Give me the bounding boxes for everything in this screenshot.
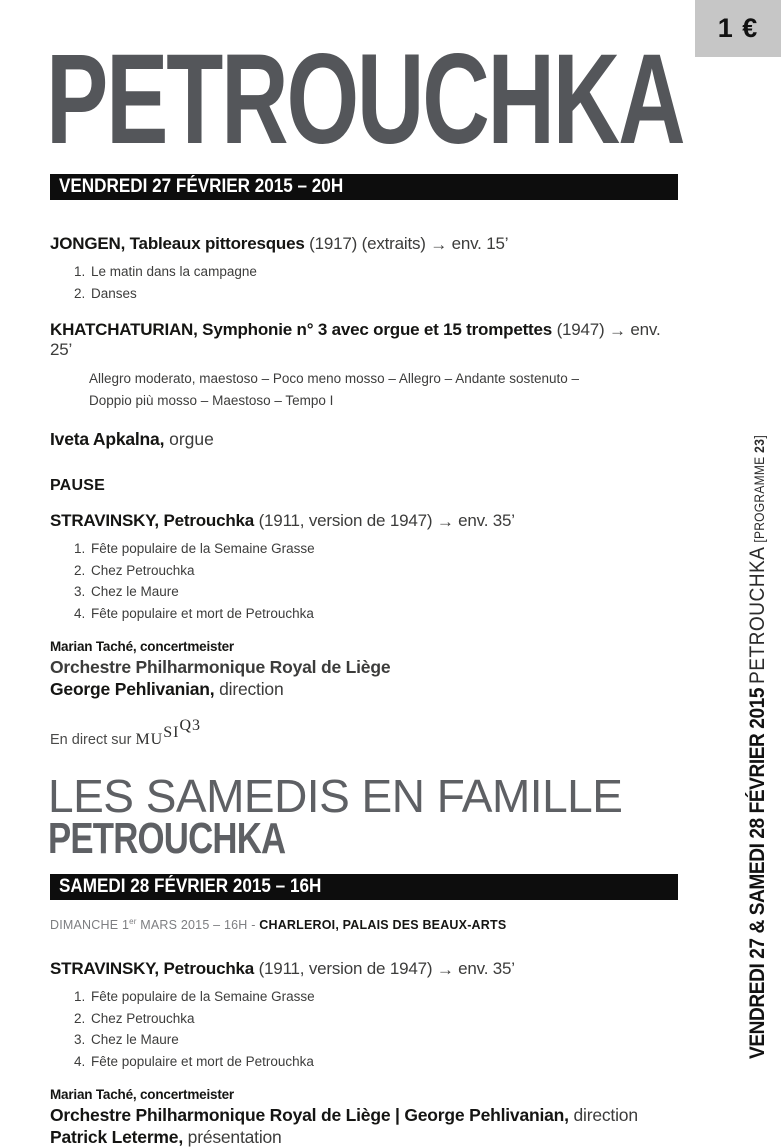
movement-item [74,986,678,1008]
work-stravinsky2-heading [50,959,678,979]
movement-title: Le matin dans la campagne [91,264,257,279]
sidebar-programme-number [752,435,767,543]
programme-close-bracket: ] [752,435,767,439]
arrow-right-icon: → [609,320,626,340]
arrow-right-icon: → [430,234,448,254]
musiq3-logo-si: SI [163,724,180,741]
concert2-date-label: SAMEDI 28 FÉVRIER 2015 – 16H [59,876,322,897]
broadcast-line [50,717,678,749]
programme-open-bracket: [PROGRAMME [752,456,767,543]
soloist-line [50,429,678,450]
price-badge [695,0,781,57]
extra-date-line [50,917,678,932]
movement-number: 1. [74,989,86,1005]
movement-number: 1. [74,541,86,556]
movement-number: 1. [74,264,86,279]
movement-item [74,1029,678,1051]
concertmeister-line: Marian Taché, concertmeister [50,639,234,654]
work-meta: (1911, version de 1947) [258,959,433,979]
concertmeister-line: Marian Taché, concertmeister [50,1087,234,1103]
movement-item [74,1008,678,1030]
work-khatchaturian-heading [50,320,678,360]
movement-title: Chez Petrouchka [91,1010,195,1026]
arrow-right-icon: → [436,959,454,979]
movement-item [74,560,678,582]
work-meta: (1947) [556,320,605,339]
work-title: KHATCHATURIAN, Symphonie n° 3 avec orgue et 15 trompettes [50,320,553,339]
work-duration: env. 25’ [50,320,661,359]
soloist-role: orgue [169,429,214,449]
movement-item [74,538,678,560]
programme-number: 23 [752,438,767,453]
presenter-role: présentation [187,1127,282,1148]
stravinsky-movements [74,538,678,624]
musiq3-logo [135,717,201,748]
movement-title: Fête populaire de la Semaine Grasse [91,541,315,556]
movement-title: Fête populaire et mort de Petrouchka [91,605,314,621]
stravinsky2-movements [74,986,678,1072]
work-title: STRAVINSKY, Petrouchka [50,511,255,530]
sidebar-title: PETROUCHKA [745,546,769,684]
jongen-movements [74,261,678,304]
work-meta: (1917) (extraits) [309,234,426,253]
musiq3-logo-q3: Q3 [179,717,202,734]
concert1-date-bar [50,174,678,200]
venue-label: CHARLEROI, PALAIS DES BEAUX-ARTS [259,918,507,933]
orchestra-conductor-names: Orchestre Philharmonique Royal de Liège | George Pehlivanian, [50,1105,569,1126]
musiq3-logo-mu: MU [135,731,164,748]
movement-number: 2. [74,1010,86,1026]
movement-item [74,261,678,283]
concert1-program [50,234,678,749]
pause-label: PAUSE [50,477,105,494]
presenter-name: Patrick Leterme, [50,1127,183,1148]
movement-item [74,603,678,625]
series-title: LES SAMEDIS EN FAMILLE [48,770,623,822]
movement-title: Chez le Maure [91,1032,179,1048]
movement-number: 3. [74,1032,86,1048]
movement-number: 4. [74,605,86,621]
concert1-date-label: VENDREDI 27 FÉVRIER 2015 – 20H [59,176,344,197]
movement-number: 2. [74,285,86,301]
movement-item [74,283,678,305]
broadcast-prefix: En direct sur [50,732,132,748]
movement-item [74,581,678,603]
movement-title: Chez le Maure [91,584,179,599]
conductor-line [50,678,678,700]
work-stravinsky-heading [50,511,678,531]
conductor-role: direction [573,1105,638,1126]
soloist-name: Iveta Apkalna, [50,429,165,449]
movement-number: 2. [74,562,86,578]
movement-title: Fête populaire et mort de Petrouchka [91,1053,314,1069]
conductor-role: direction [219,679,284,699]
extra-date-rest: MARS 2015 – 16H [136,918,248,933]
extra-date-separator: - [247,918,260,933]
extra-date-ordinal: er [129,917,137,926]
work-title: JONGEN, Tableaux pittoresques [50,234,305,253]
tempo-line: Doppio più mosso – Maestoso – Tempo I [89,393,334,408]
conductor-name: George Pehlivanian, [50,679,215,699]
movement-title: Fête populaire de la Semaine Grasse [91,989,315,1005]
page-title: PETROUCHKA [46,28,684,171]
tempo-line: Allegro moderato, maestoso – Poco meno mosso – Allegro – Andante sostenuto – [89,371,580,386]
extra-date-day: DIMANCHE 1 [50,918,130,933]
concert2-credits [50,1085,678,1148]
work-jongen-heading [50,234,678,254]
khatchaturian-tempi [89,368,678,412]
orchestra-conductor-line [50,1104,678,1126]
sidebar-vertical-text [745,435,770,1059]
work-duration: env. 15’ [451,234,509,253]
orchestra-line: Orchestre Philharmonique Royal de Liège [50,657,391,677]
arrow-right-icon: → [436,511,454,531]
concert2-date-bar [50,874,678,900]
price-label: 1 € [717,13,759,43]
movement-title: Chez Petrouchka [91,562,195,578]
work-title: STRAVINSKY, Petrouchka [50,959,255,979]
work-duration: env. 35’ [458,511,515,530]
work-meta: (1911, version de 1947) [258,511,433,530]
sidebar-dates: VENDREDI 27 & SAMEDI 28 FÉVRIER 2015 [745,687,769,1059]
work-duration: env. 35’ [458,959,515,979]
concert1-credits [50,637,678,700]
movement-number: 3. [74,584,86,599]
program-page [46,0,684,1148]
movement-item [74,1051,678,1073]
movement-title: Danses [91,285,137,301]
concert2-program [48,770,678,1148]
presenter-line [50,1126,678,1148]
series-subtitle: PETROUCHKA [48,814,286,863]
movement-number: 4. [74,1053,86,1069]
